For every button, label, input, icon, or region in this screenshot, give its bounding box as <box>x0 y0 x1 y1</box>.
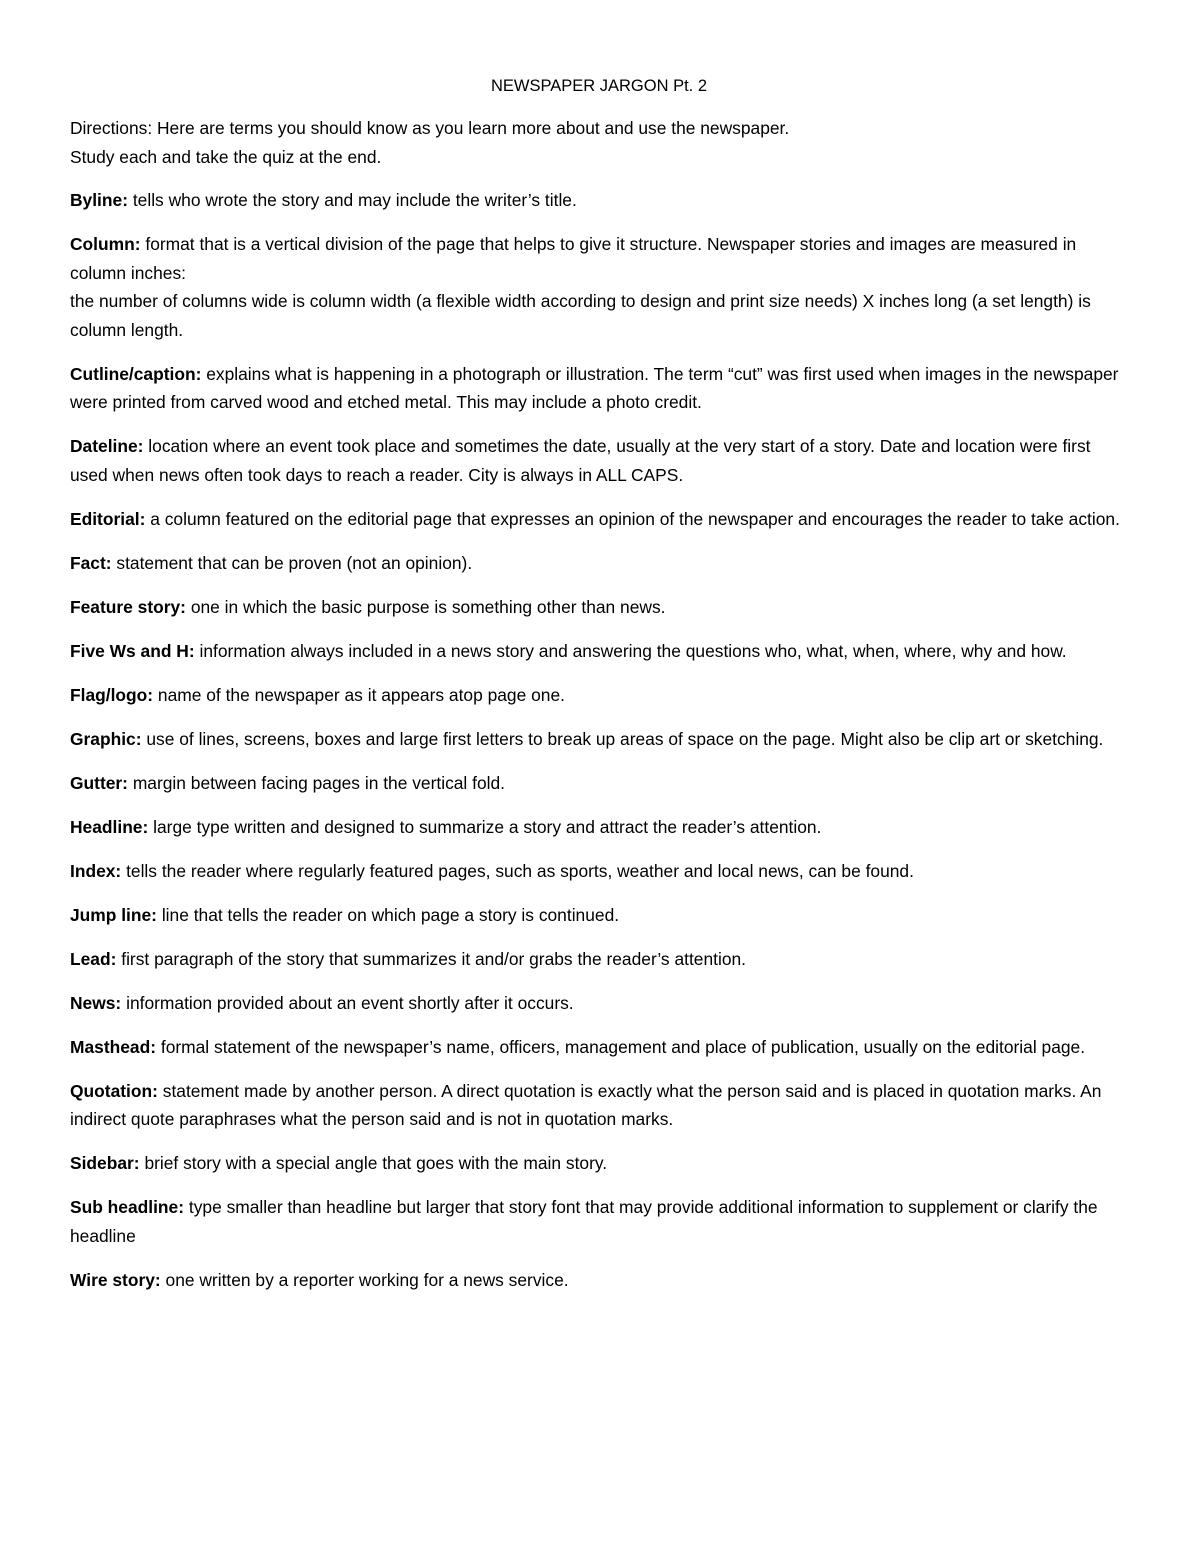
glossary-entry <box>70 945 1128 974</box>
glossary-definition: line that tells the reader on which page a story is continued. <box>161 904 620 925</box>
glossary-term: Column: <box>70 234 141 254</box>
glossary-definition: statement that can be proven (not an opinion). <box>116 552 473 573</box>
glossary-entry <box>70 549 1128 578</box>
glossary-entry <box>70 186 1128 215</box>
glossary-term: Index: <box>70 860 122 881</box>
glossary-definition: explains what is happening in a photograph or illustration. The term “cut” was first used when images in the newspaper were printed from carved wood and etched metal. This may include a photo credit. <box>70 363 1119 412</box>
glossary-definition: formal statement of the newspaper’s name, officers, management and place of publication, usually on the editorial page. <box>160 1036 1086 1057</box>
document-page <box>70 74 1128 1310</box>
glossary-definition: type smaller than headline but larger that story font that may provide additional information to supplement or clarify the headline <box>70 1197 1098 1246</box>
glossary-term: Jump line: <box>70 904 157 925</box>
glossary-definition: format that is a vertical division of the page that helps to give it structure. Newspaper stories and images are measured in column inches: <box>70 234 1077 283</box>
glossary-entry <box>70 989 1128 1018</box>
glossary-term: Masthead: <box>70 1036 157 1057</box>
glossary-entry <box>70 230 1128 344</box>
glossary-entry <box>70 360 1128 417</box>
glossary-term: Feature story: <box>70 596 186 617</box>
glossary-entry <box>70 1149 1128 1178</box>
glossary-term: Quotation: <box>70 1080 158 1101</box>
glossary-term: Flag/logo: <box>70 684 154 705</box>
glossary-term: Fact: <box>70 552 112 573</box>
glossary-entry <box>70 505 1128 534</box>
glossary-entry <box>70 1033 1128 1062</box>
glossary-entry <box>70 857 1128 886</box>
glossary-term: News: <box>70 992 122 1013</box>
glossary-definition: location where an event took place and sometimes the date, usually at the very start of a story. Date and location were first used when news often took days to reach a reader. City is always in ALL CAPS. <box>70 436 1091 485</box>
glossary-entry <box>70 1266 1128 1295</box>
glossary-definition: use of lines, screens, boxes and large first letters to break up areas of space on the page. Might also be clip art or sketching. <box>146 728 1104 749</box>
glossary-definition: brief story with a special angle that goes with the main story. <box>144 1153 608 1173</box>
glossary-term: Graphic: <box>70 728 142 749</box>
glossary-term: Editorial: <box>70 508 146 529</box>
glossary-entry <box>70 1193 1128 1250</box>
glossary-definition: tells who wrote the story and may include the writer’s title. <box>132 190 577 210</box>
glossary-term: Byline: <box>70 190 128 210</box>
glossary-term: Headline: <box>70 816 149 837</box>
glossary-term: Wire story: <box>70 1269 161 1290</box>
glossary-term: Cutline/caption: <box>70 363 202 384</box>
glossary-definition: statement made by another person. A direct quotation is exactly what the person said and is placed in quotation marks. An indirect quote paraphrases what the person said and is not in quotation marks. <box>70 1080 1102 1129</box>
glossary-definition: information always included in a news story and answering the questions who, what, when, where, why and how. <box>199 640 1067 661</box>
glossary-entry <box>70 901 1128 930</box>
glossary-term: Sub headline: <box>70 1197 185 1217</box>
directions-line: Directions: Here are terms you should know as you learn more about and use the newspaper. <box>70 118 790 138</box>
glossary-entry <box>70 681 1128 710</box>
glossary-term: Gutter: <box>70 772 128 793</box>
glossary-term: Dateline: <box>70 436 144 456</box>
glossary-term: Lead: <box>70 948 117 969</box>
glossary-term: Sidebar: <box>70 1153 140 1173</box>
directions <box>70 114 1128 171</box>
glossary-definition: information provided about an event shortly after it occurs. <box>126 992 574 1013</box>
glossary-entry <box>70 769 1128 798</box>
directions-line: Study each and take the quiz at the end. <box>70 146 382 167</box>
glossary-definition: one in which the basic purpose is something other than news. <box>190 596 666 617</box>
glossary-entry <box>70 725 1128 754</box>
glossary-entry <box>70 637 1128 666</box>
glossary-definition: a column featured on the editorial page that expresses an opinion of the newspaper and encourages the reader to take action. <box>150 508 1120 529</box>
glossary-definition: name of the newspaper as it appears atop page one. <box>157 684 565 705</box>
glossary-definition: tells the reader where regularly featured pages, such as sports, weather and local news, can be found. <box>126 860 914 881</box>
glossary-entry <box>70 1077 1128 1134</box>
glossary-definition-continued: the number of columns wide is column width (a flexible width according to design and print size needs) X inches long (a set length) is column length. <box>70 291 1091 340</box>
glossary-definition: first paragraph of the story that summarizes it and/or grabs the reader’s attention. <box>121 948 747 969</box>
glossary-entry <box>70 593 1128 622</box>
document-title: NEWSPAPER JARGON Pt. 2 <box>490 77 708 95</box>
glossary-definition: large type written and designed to summarize a story and attract the reader’s attention. <box>153 816 822 837</box>
glossary-definition: one written by a reporter working for a news service. <box>165 1269 569 1290</box>
glossary-term: Five Ws and H: <box>70 640 195 661</box>
glossary-entry <box>70 432 1128 489</box>
glossary-entry <box>70 813 1128 842</box>
glossary-definition: margin between facing pages in the vertical fold. <box>132 772 505 793</box>
